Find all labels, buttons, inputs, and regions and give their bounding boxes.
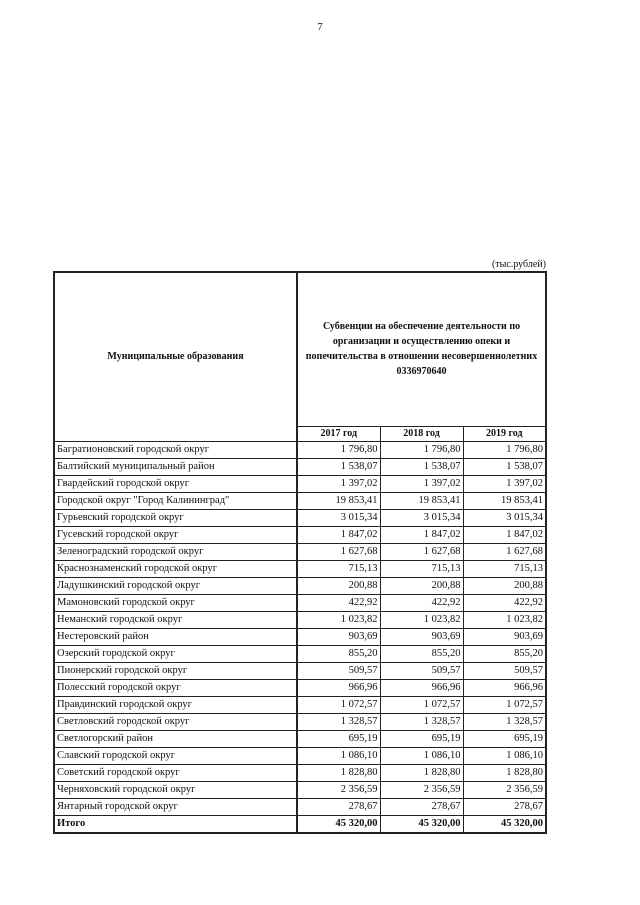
value-2019: 695,19 bbox=[463, 731, 546, 748]
value-2017: 509,57 bbox=[297, 663, 380, 680]
year-header-2017: 2017 год bbox=[297, 426, 380, 441]
value-2018: 1 796,80 bbox=[380, 442, 463, 459]
value-2019: 3 015,34 bbox=[463, 510, 546, 527]
year-header-2019: 2019 год bbox=[463, 426, 546, 441]
value-2019: 1 828,80 bbox=[463, 765, 546, 782]
value-2017: 200,88 bbox=[297, 578, 380, 595]
table-row bbox=[54, 629, 546, 646]
value-2018: 200,88 bbox=[380, 578, 463, 595]
table-row bbox=[54, 663, 546, 680]
page-number: 7 bbox=[317, 21, 323, 33]
total-2019: 45 320,00 bbox=[463, 816, 546, 834]
value-2018: 855,20 bbox=[380, 646, 463, 663]
municipality-name: Пионерский городской округ bbox=[54, 663, 297, 680]
municipality-name: Янтарный городской округ bbox=[54, 799, 297, 816]
total-2018: 45 320,00 bbox=[380, 816, 463, 834]
value-2017: 1 072,57 bbox=[297, 697, 380, 714]
value-2017: 422,92 bbox=[297, 595, 380, 612]
value-2017: 715,13 bbox=[297, 561, 380, 578]
value-2018: 1 828,80 bbox=[380, 765, 463, 782]
table-row bbox=[54, 476, 546, 493]
value-2019: 715,13 bbox=[463, 561, 546, 578]
table-row bbox=[54, 493, 546, 510]
value-2017: 1 627,68 bbox=[297, 544, 380, 561]
municipality-name: Зеленоградский городской округ bbox=[54, 544, 297, 561]
value-2017: 1 023,82 bbox=[297, 612, 380, 629]
value-2019: 966,96 bbox=[463, 680, 546, 697]
value-2017: 1 796,80 bbox=[297, 442, 380, 459]
value-2018: 19 853,41 bbox=[380, 493, 463, 510]
value-2018: 966,96 bbox=[380, 680, 463, 697]
value-2018: 1 627,68 bbox=[380, 544, 463, 561]
municipality-name: Балтийский муниципальный район bbox=[54, 459, 297, 476]
value-2018: 1 072,57 bbox=[380, 697, 463, 714]
table-row bbox=[54, 561, 546, 578]
municipality-name: Неманский городской округ bbox=[54, 612, 297, 629]
value-2019: 1 328,57 bbox=[463, 714, 546, 731]
value-2018: 1 538,07 bbox=[380, 459, 463, 476]
value-2019: 509,57 bbox=[463, 663, 546, 680]
municipality-name: Мамоновский городской округ bbox=[54, 595, 297, 612]
value-2018: 3 015,34 bbox=[380, 510, 463, 527]
value-2019: 903,69 bbox=[463, 629, 546, 646]
value-2019: 422,92 bbox=[463, 595, 546, 612]
municipality-name: Советский городской округ bbox=[54, 765, 297, 782]
value-2017: 3 015,34 bbox=[297, 510, 380, 527]
table-body bbox=[54, 442, 546, 834]
table-row bbox=[54, 765, 546, 782]
municipality-name: Славский городской округ bbox=[54, 748, 297, 765]
table-row bbox=[54, 510, 546, 527]
value-2019: 1 086,10 bbox=[463, 748, 546, 765]
value-2019: 1 627,68 bbox=[463, 544, 546, 561]
value-2018: 1 847,02 bbox=[380, 527, 463, 544]
table-row bbox=[54, 646, 546, 663]
subventions-table bbox=[53, 271, 547, 834]
value-2018: 2 356,59 bbox=[380, 782, 463, 799]
value-2019: 1 072,57 bbox=[463, 697, 546, 714]
value-2018: 715,13 bbox=[380, 561, 463, 578]
table-row bbox=[54, 459, 546, 476]
table-row bbox=[54, 748, 546, 765]
table-row bbox=[54, 697, 546, 714]
value-2018: 422,92 bbox=[380, 595, 463, 612]
municipality-name: Правдинский городской округ bbox=[54, 697, 297, 714]
table-row bbox=[54, 442, 546, 459]
value-2017: 2 356,59 bbox=[297, 782, 380, 799]
year-header-2018: 2018 год bbox=[380, 426, 463, 441]
total-row bbox=[54, 816, 546, 834]
value-2019: 1 397,02 bbox=[463, 476, 546, 493]
municipality-name: Багратионовский городской округ bbox=[54, 442, 297, 459]
value-2019: 1 847,02 bbox=[463, 527, 546, 544]
total-2017: 45 320,00 bbox=[297, 816, 380, 834]
total-label: Итого bbox=[54, 816, 297, 834]
value-2019: 200,88 bbox=[463, 578, 546, 595]
municipality-name: Светлогорский район bbox=[54, 731, 297, 748]
value-2017: 1 397,02 bbox=[297, 476, 380, 493]
value-2017: 19 853,41 bbox=[297, 493, 380, 510]
column-header-subvention: Субвенции на обеспечение деятельности по организации и осуществлению опеки и попечительства в отношении несовершеннолетних 0336970640 bbox=[297, 272, 546, 426]
value-2017: 903,69 bbox=[297, 629, 380, 646]
value-2018: 509,57 bbox=[380, 663, 463, 680]
municipality-name: Гурьевский городской округ bbox=[54, 510, 297, 527]
value-2017: 695,19 bbox=[297, 731, 380, 748]
value-2018: 278,67 bbox=[380, 799, 463, 816]
table-row bbox=[54, 578, 546, 595]
value-2019: 278,67 bbox=[463, 799, 546, 816]
unit-note: (тыс.рублей) bbox=[491, 259, 546, 270]
value-2018: 695,19 bbox=[380, 731, 463, 748]
table-row bbox=[54, 731, 546, 748]
table-row bbox=[54, 799, 546, 816]
municipality-name: Черняховский городской округ bbox=[54, 782, 297, 799]
municipality-name: Нестеровский район bbox=[54, 629, 297, 646]
value-2018: 903,69 bbox=[380, 629, 463, 646]
value-2019: 2 356,59 bbox=[463, 782, 546, 799]
value-2017: 278,67 bbox=[297, 799, 380, 816]
table-row bbox=[54, 782, 546, 799]
value-2017: 1 086,10 bbox=[297, 748, 380, 765]
value-2017: 1 538,07 bbox=[297, 459, 380, 476]
table-row bbox=[54, 527, 546, 544]
municipality-name: Гусевский городской округ bbox=[54, 527, 297, 544]
table-row bbox=[54, 714, 546, 731]
municipality-name: Озерский городской округ bbox=[54, 646, 297, 663]
column-header-municipalities: Муниципальные образования bbox=[54, 272, 297, 442]
value-2019: 855,20 bbox=[463, 646, 546, 663]
value-2019: 1 796,80 bbox=[463, 442, 546, 459]
table-row bbox=[54, 612, 546, 629]
municipality-name: Светловский городской округ bbox=[54, 714, 297, 731]
municipality-name: Ладушкинский городской округ bbox=[54, 578, 297, 595]
municipality-name: Полесский городской округ bbox=[54, 680, 297, 697]
value-2018: 1 086,10 bbox=[380, 748, 463, 765]
value-2019: 1 023,82 bbox=[463, 612, 546, 629]
value-2017: 1 328,57 bbox=[297, 714, 380, 731]
table-row bbox=[54, 595, 546, 612]
table-row bbox=[54, 680, 546, 697]
value-2019: 19 853,41 bbox=[463, 493, 546, 510]
value-2017: 855,20 bbox=[297, 646, 380, 663]
value-2018: 1 023,82 bbox=[380, 612, 463, 629]
value-2017: 1 847,02 bbox=[297, 527, 380, 544]
value-2017: 966,96 bbox=[297, 680, 380, 697]
value-2018: 1 328,57 bbox=[380, 714, 463, 731]
municipality-name: Краснознаменский городской округ bbox=[54, 561, 297, 578]
value-2018: 1 397,02 bbox=[380, 476, 463, 493]
value-2019: 1 538,07 bbox=[463, 459, 546, 476]
municipality-name: Гвардейский городской округ bbox=[54, 476, 297, 493]
value-2017: 1 828,80 bbox=[297, 765, 380, 782]
table-row bbox=[54, 544, 546, 561]
municipality-name: Городской округ "Город Калининград" bbox=[54, 493, 297, 510]
